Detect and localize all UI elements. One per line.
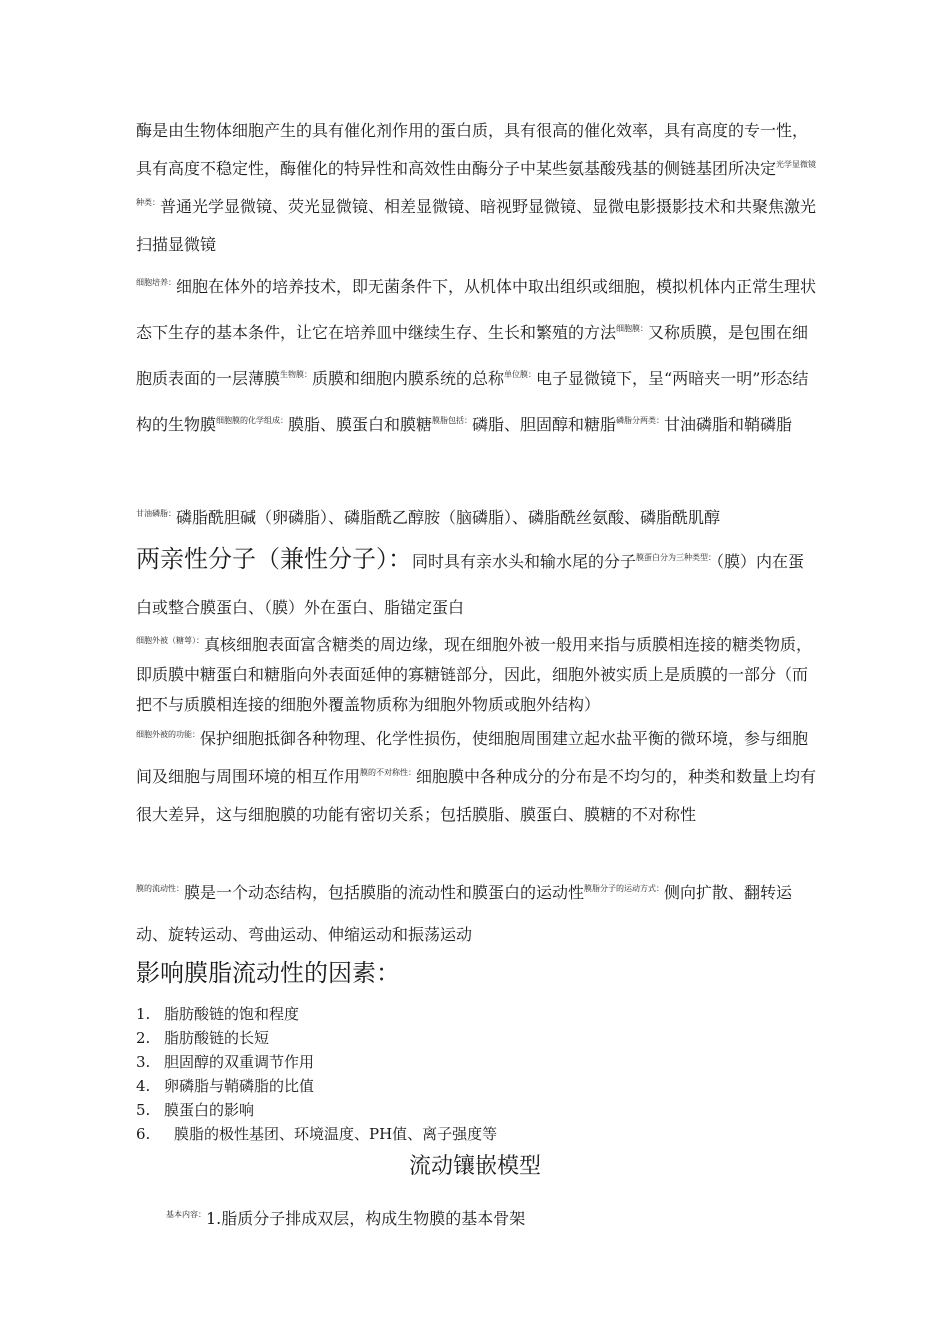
- term-label: 细胞外被的功能：: [136, 730, 200, 739]
- phospholipid-classes: 甘油磷脂和鞘磷脂: [664, 415, 793, 434]
- amphipathic-heading: 两亲性分子（兼性分子）：: [136, 545, 412, 573]
- list-number: 6.: [136, 1125, 151, 1143]
- model-title: 流动镶嵌模型: [408, 1154, 541, 1179]
- lipid-motion-types: 侧向扩散、翻转运动、旋转运动、弯曲运动、伸缩运动和振荡运动: [136, 883, 793, 944]
- model-basic-content: [166, 1204, 525, 1234]
- list-number: 5.: [136, 1101, 151, 1119]
- list-item: [136, 1026, 497, 1050]
- term-label: 单位膜：: [504, 370, 537, 379]
- membrane-protein-types: （膜）内在蛋白或整合膜蛋白、（膜）外在蛋白、脂锚定蛋白: [136, 552, 805, 617]
- paragraph-glycocalyx-function: [136, 720, 820, 834]
- glycerophospholipid-list: 磷脂酰胆碱（卵磷脂）、磷脂酰乙醇胺（脑磷脂）、磷脂酰丝氨酸、磷脂酰肌醇: [176, 508, 721, 527]
- unit-membrane-definition: 电子显微镜下，呈“两暗夹一明”形态结构的生物膜: [136, 369, 809, 434]
- list-text: 脂肪酸链的饱和程度: [164, 1005, 300, 1023]
- list-text: 膜脂的极性基团、环境温度、PH值、离子强度等: [174, 1125, 498, 1143]
- factors-heading: 影响膜脂流动性的因素：: [136, 959, 400, 987]
- list-number: 3.: [136, 1053, 151, 1071]
- term-label: 细胞外被（糖萼）：: [136, 636, 204, 645]
- cell-membrane-definition: 又称质膜，是包围在细胞质表面的一层薄膜: [136, 323, 809, 388]
- glycocalyx-definition: 真核细胞表面富含糖类的周边缘，现在细胞外被一般用来指与质膜相连接的糖类物质，即质膜中糖蛋白和糖脂向外表面延伸的寡糖链部分，因此，细胞外被实质上是质膜的一部分（而把不与质膜相连接的细胞外覆盖物质称为细胞外物质或胞外结构）: [136, 635, 813, 714]
- term-label: 细胞培养：: [136, 278, 176, 287]
- glycocalyx-function: 保护细胞抵御各种物理、化学性损伤，使细胞周围建立起水盐平衡的微环境，参与细胞间及细胞与周围环境的相互作用: [136, 729, 809, 786]
- list-item: [136, 1002, 497, 1026]
- list-item: [136, 1050, 497, 1074]
- list-number: 2.: [136, 1029, 151, 1047]
- term-label: 生物膜：: [280, 370, 313, 379]
- term-label: 膜蛋白分为三种类型：: [636, 553, 717, 562]
- list-item: [136, 1122, 497, 1146]
- list-text: 膜蛋白的影响: [164, 1101, 255, 1119]
- list-text: 胆固醇的双重调节作用: [164, 1053, 315, 1071]
- list-number: 1.: [136, 1005, 151, 1023]
- enzyme-definition: 酶是由生物体细胞产生的具有催化剂作用的蛋白质，具有很高的催化效率，具有高度的专一性，具有高度不稳定性，酶催化的特异性和高效性由酶分子中某些氨基酸残基的侧链基团所决定: [136, 121, 809, 178]
- membrane-asymmetry: 细胞膜中各种成分的分布是不均匀的，种类和数量上均有很大差异，这与细胞膜的功能有密切关系；包括膜脂、膜蛋白、膜糖的不对称性: [136, 767, 817, 824]
- paragraph-enzyme-microscope: [136, 112, 820, 264]
- term-label: 光学显微镜种类：: [136, 160, 817, 207]
- model-point-1: 1.脂质分子排成双层，构成生物膜的基本骨架: [206, 1209, 526, 1228]
- membrane-composition: 膜脂、膜蛋白和膜糖: [288, 415, 433, 434]
- term-label: 膜的不对称性：: [360, 768, 417, 777]
- paragraph-amphipathic: [136, 536, 820, 631]
- paragraph-fluidity: [136, 872, 820, 956]
- list-number: 4.: [136, 1077, 151, 1095]
- list-text: 卵磷脂与鞘磷脂的比值: [164, 1077, 315, 1095]
- term-label: 甘油磷脂：: [136, 509, 176, 518]
- paragraph-cell-culture-membrane: [136, 264, 820, 448]
- term-label: 膜的流动性：: [136, 884, 184, 893]
- lipid-components: 磷脂、胆固醇和糖脂: [472, 415, 617, 434]
- term-label: 磷脂分两类：: [616, 416, 665, 425]
- list-item: [136, 1098, 497, 1122]
- term-label: 细胞膜的化学组成：: [216, 416, 289, 425]
- term-label: 膜脂分子的运动方式：: [584, 884, 665, 893]
- term-label: 细胞膜：: [616, 324, 649, 333]
- term-label: 膜脂包括：: [432, 416, 473, 425]
- biomembrane-definition: 质膜和细胞内膜系统的总称: [312, 369, 505, 388]
- list-item: [136, 1074, 497, 1098]
- factors-list: [136, 1002, 497, 1146]
- amphipathic-definition: 同时具有亲水头和输水尾的分子: [412, 552, 637, 571]
- fluidity-definition: 膜是一个动态结构，包括膜脂的流动性和膜蛋白的运动性: [184, 883, 585, 902]
- cell-culture-definition: 细胞在体外的培养技术，即无菌条件下，从机体中取出组织或细胞，模拟机体内正常生理状态下生存的基本条件，让它在培养皿中继续生存、生长和繁殖的方法: [136, 277, 817, 342]
- paragraph-glycocalyx: [136, 630, 820, 720]
- microscope-types: 普通光学显微镜、荧光显微镜、相差显微镜、暗视野显微镜、显微电影摄影技术和共聚焦激光扫描显微镜: [136, 197, 817, 254]
- paragraph-glycerophospholipid: [136, 500, 820, 536]
- term-label: 基本内容：: [166, 1210, 206, 1219]
- list-text: 脂肪酸链的长短: [164, 1029, 270, 1047]
